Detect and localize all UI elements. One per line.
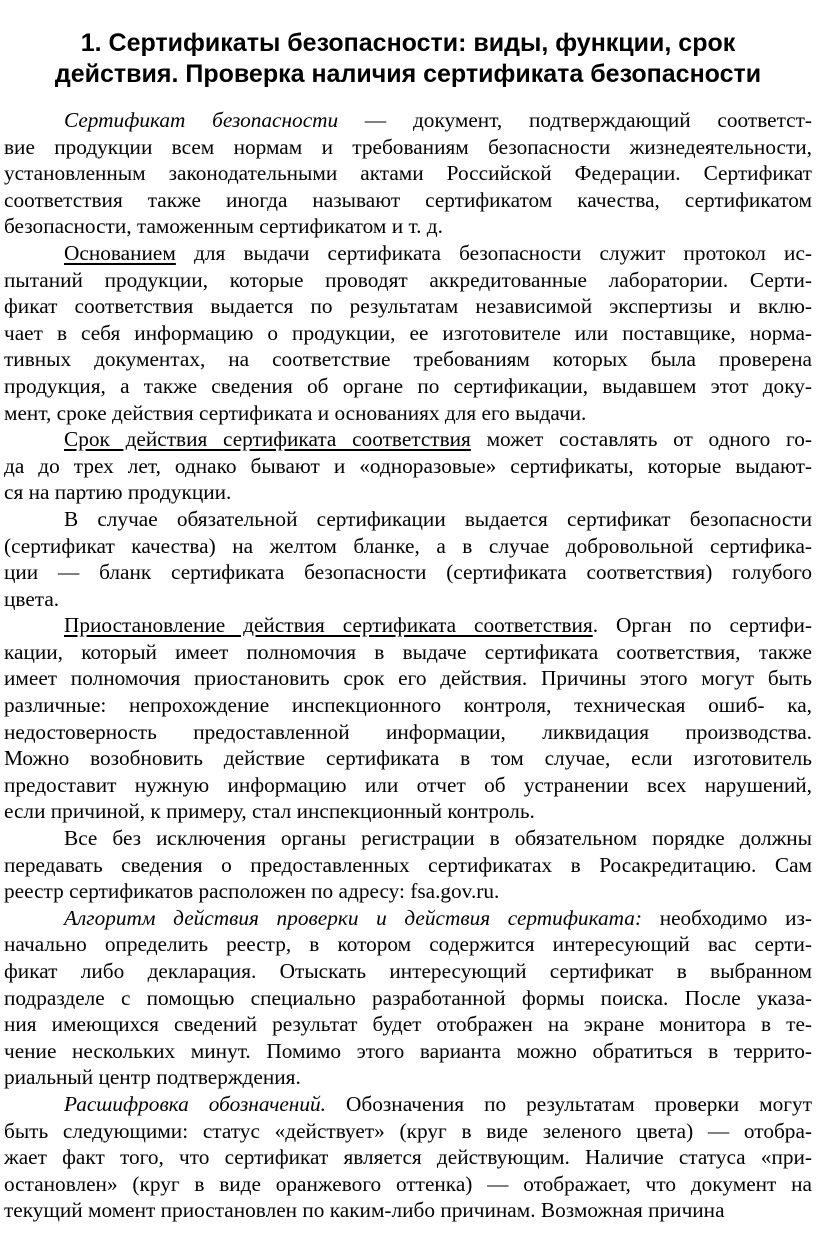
text-line: [4, 373, 812, 400]
italic-term: Сертификат безопасности: [64, 108, 339, 132]
text-line: [4, 905, 812, 932]
line-text: безопасности, таможенным сертификатом и т. д.: [4, 214, 443, 239]
line-text: установленным законодательными актами Российской Федерации. Сертификат: [4, 161, 812, 186]
line-text: если причиной, к примеру, стал инспекционный контроль.: [4, 799, 535, 824]
line-text: ся на партию продукции.: [4, 480, 232, 505]
line-text: пытаний продукции, которые проводят аккредитованные лаборатории. Серти-: [4, 267, 812, 292]
line-text: соответствия также иногда называют сертификатом качества, сертификатом: [4, 187, 812, 212]
text-line: [4, 240, 812, 267]
section-title-line-2: действия. Проверка наличия сертификата безопасности: [54, 60, 762, 88]
text-line: [4, 107, 812, 134]
paragraph: [4, 240, 812, 426]
text-line: [4, 931, 812, 958]
text-line: [4, 559, 812, 586]
text-line: [4, 267, 812, 294]
line-text: вие продукции всем нормам и требованиям безопасности жизнедеятельности,: [4, 134, 812, 159]
line-text: предоставит нужную информацию или отчет об устранении всех нарушений,: [4, 772, 812, 797]
text-line: [4, 213, 812, 240]
line-text: реестр сертификатов расположен по адресу: fsa.gov.ru.: [4, 879, 500, 904]
text-line: [4, 1038, 812, 1065]
section-title-line-1: 1. Сертификаты безопасности: виды, функции, срок: [80, 29, 736, 57]
text-line: [4, 719, 812, 746]
line-text: необходимо из-: [642, 905, 812, 930]
line-text: да до трех лет, однако бывают и «одноразовые» сертификаты, которые выдают-: [4, 453, 812, 478]
text-line: [4, 426, 812, 453]
line-text: — документ, подтверждающий соответст-: [338, 108, 812, 132]
section-title: [4, 28, 812, 90]
line-text: риальный центр подтверждения.: [4, 1065, 301, 1090]
text-line: [4, 506, 812, 533]
text-line: [4, 665, 812, 692]
text-line: [4, 1171, 812, 1198]
document-body: [4, 107, 812, 1224]
line-text: различные: непрохождение инспекционного контроля, техническая ошиб- ка,: [4, 693, 812, 718]
text-line: [4, 1197, 812, 1224]
italic-term: Алгоритм действия проверки и действия сертификата:: [64, 905, 643, 930]
line-text: текущий момент приостановлен по каким-либо причинам. Возможная причина: [4, 1198, 725, 1223]
text-line: [4, 1091, 812, 1118]
text-line: [4, 586, 812, 613]
text-line: [4, 346, 812, 373]
line-text: недостоверность предоставленной информации, ликвидация производства.: [4, 719, 812, 744]
text-line: [4, 1011, 812, 1038]
line-text: Все без исключения органы регистрации в обязательном порядке должны: [64, 826, 812, 851]
paragraph: [4, 506, 812, 612]
text-line: [4, 160, 812, 187]
line-text: Обозначения по результатам проверки могут: [326, 1091, 813, 1116]
line-text: фикат соответствия выдается по результатам независимой экспертизы и вклю-: [4, 294, 812, 319]
line-text: (сертификат качества) на желтом бланке, а в случае добровольной сертифика-: [4, 533, 812, 558]
line-text: остановлен» (круг в виде оранжевого оттенка) — отображает, что документ на: [4, 1171, 812, 1196]
text-line: [4, 453, 812, 480]
line-text: тивных документах, на соответствие требованиям которых была проверена: [4, 347, 812, 372]
text-line: [4, 692, 812, 719]
paragraph: [4, 426, 812, 506]
text-line: [4, 772, 812, 799]
line-text: чает в себя информацию о продукции, ее изготовителе или поставщике, норма-: [4, 320, 812, 345]
text-line: [4, 400, 812, 427]
underlined-term: Приостановление действия сертификата соответствия: [64, 613, 593, 638]
line-text: цвета.: [4, 586, 60, 611]
text-line: [4, 1064, 812, 1091]
text-line: [4, 293, 812, 320]
line-text: для выдачи сертификата безопасности служит протокол ис-: [175, 240, 812, 265]
text-line: [4, 134, 812, 161]
text-line: [4, 1118, 812, 1145]
paragraph: [4, 1091, 812, 1224]
text-line: [4, 533, 812, 560]
line-text: мент, сроке действия сертификата и основаниях для его выдачи.: [4, 400, 587, 425]
line-text: чение нескольких минут. Помимо этого варианта можно обратиться в террито-: [4, 1038, 812, 1063]
paragraph: [4, 107, 812, 240]
text-line: [4, 320, 812, 347]
line-text: фикат либо декларация. Отыскать интересующий сертификат в выбранном: [4, 959, 812, 983]
line-text: кации, который имеет полномочия в выдаче сертификата соответствия, также: [4, 639, 812, 664]
paragraph: [4, 905, 812, 1091]
line-text: начально определить реестр, в котором содержится интересующий вас серти-: [4, 932, 812, 957]
text-line: [4, 878, 812, 905]
text-line: [4, 958, 812, 985]
underlined-term: Срок действия сертификата соответствия: [64, 427, 471, 452]
paragraph: [4, 612, 812, 825]
text-line: [4, 852, 812, 879]
line-text: передавать сведения о предоставленных сертификатах в Росакредитацию. Сам: [4, 852, 812, 877]
line-text: жает факт того, что сертификат является действующим. Наличие статуса «при-: [4, 1145, 812, 1170]
paragraph: [4, 825, 812, 905]
text-line: [4, 187, 812, 214]
line-text: ции — бланк сертификата безопасности (сертификата соответствия) голубого: [4, 560, 812, 585]
text-line: [4, 612, 812, 639]
text-line: [4, 745, 812, 772]
line-text: ния имеющихся сведений результат будет отображен на экране монитора в те-: [4, 1012, 812, 1037]
line-text: продукция, а также сведения об органе по сертификации, выдавшем этот доку-: [4, 373, 812, 398]
text-line: [4, 825, 812, 852]
text-line: [4, 1144, 812, 1171]
line-text: может составлять от одного го-: [470, 427, 812, 452]
text-line: [4, 479, 812, 506]
line-text: имеет полномочия приостановить срок его действия. Причины этого могут быть: [4, 666, 812, 691]
text-line: [4, 985, 812, 1012]
line-text: Можно возобновить действие сертификата в том случае, если изготовитель: [4, 746, 812, 771]
italic-term: Расшифровка обозначений.: [64, 1091, 326, 1116]
text-line: [4, 639, 812, 666]
underlined-term: Основанием: [64, 240, 176, 265]
line-text: быть следующими: статус «действует» (круг в виде зеленого цвета) — отобра-: [4, 1118, 812, 1143]
line-text: . Орган по сертифи-: [592, 613, 812, 638]
text-line: [4, 798, 812, 825]
line-text: подразделе с помощью специально разработанной формы поиска. После указа-: [4, 985, 812, 1010]
line-text: В случае обязательной сертификации выдается сертификат безопасности: [64, 506, 812, 531]
